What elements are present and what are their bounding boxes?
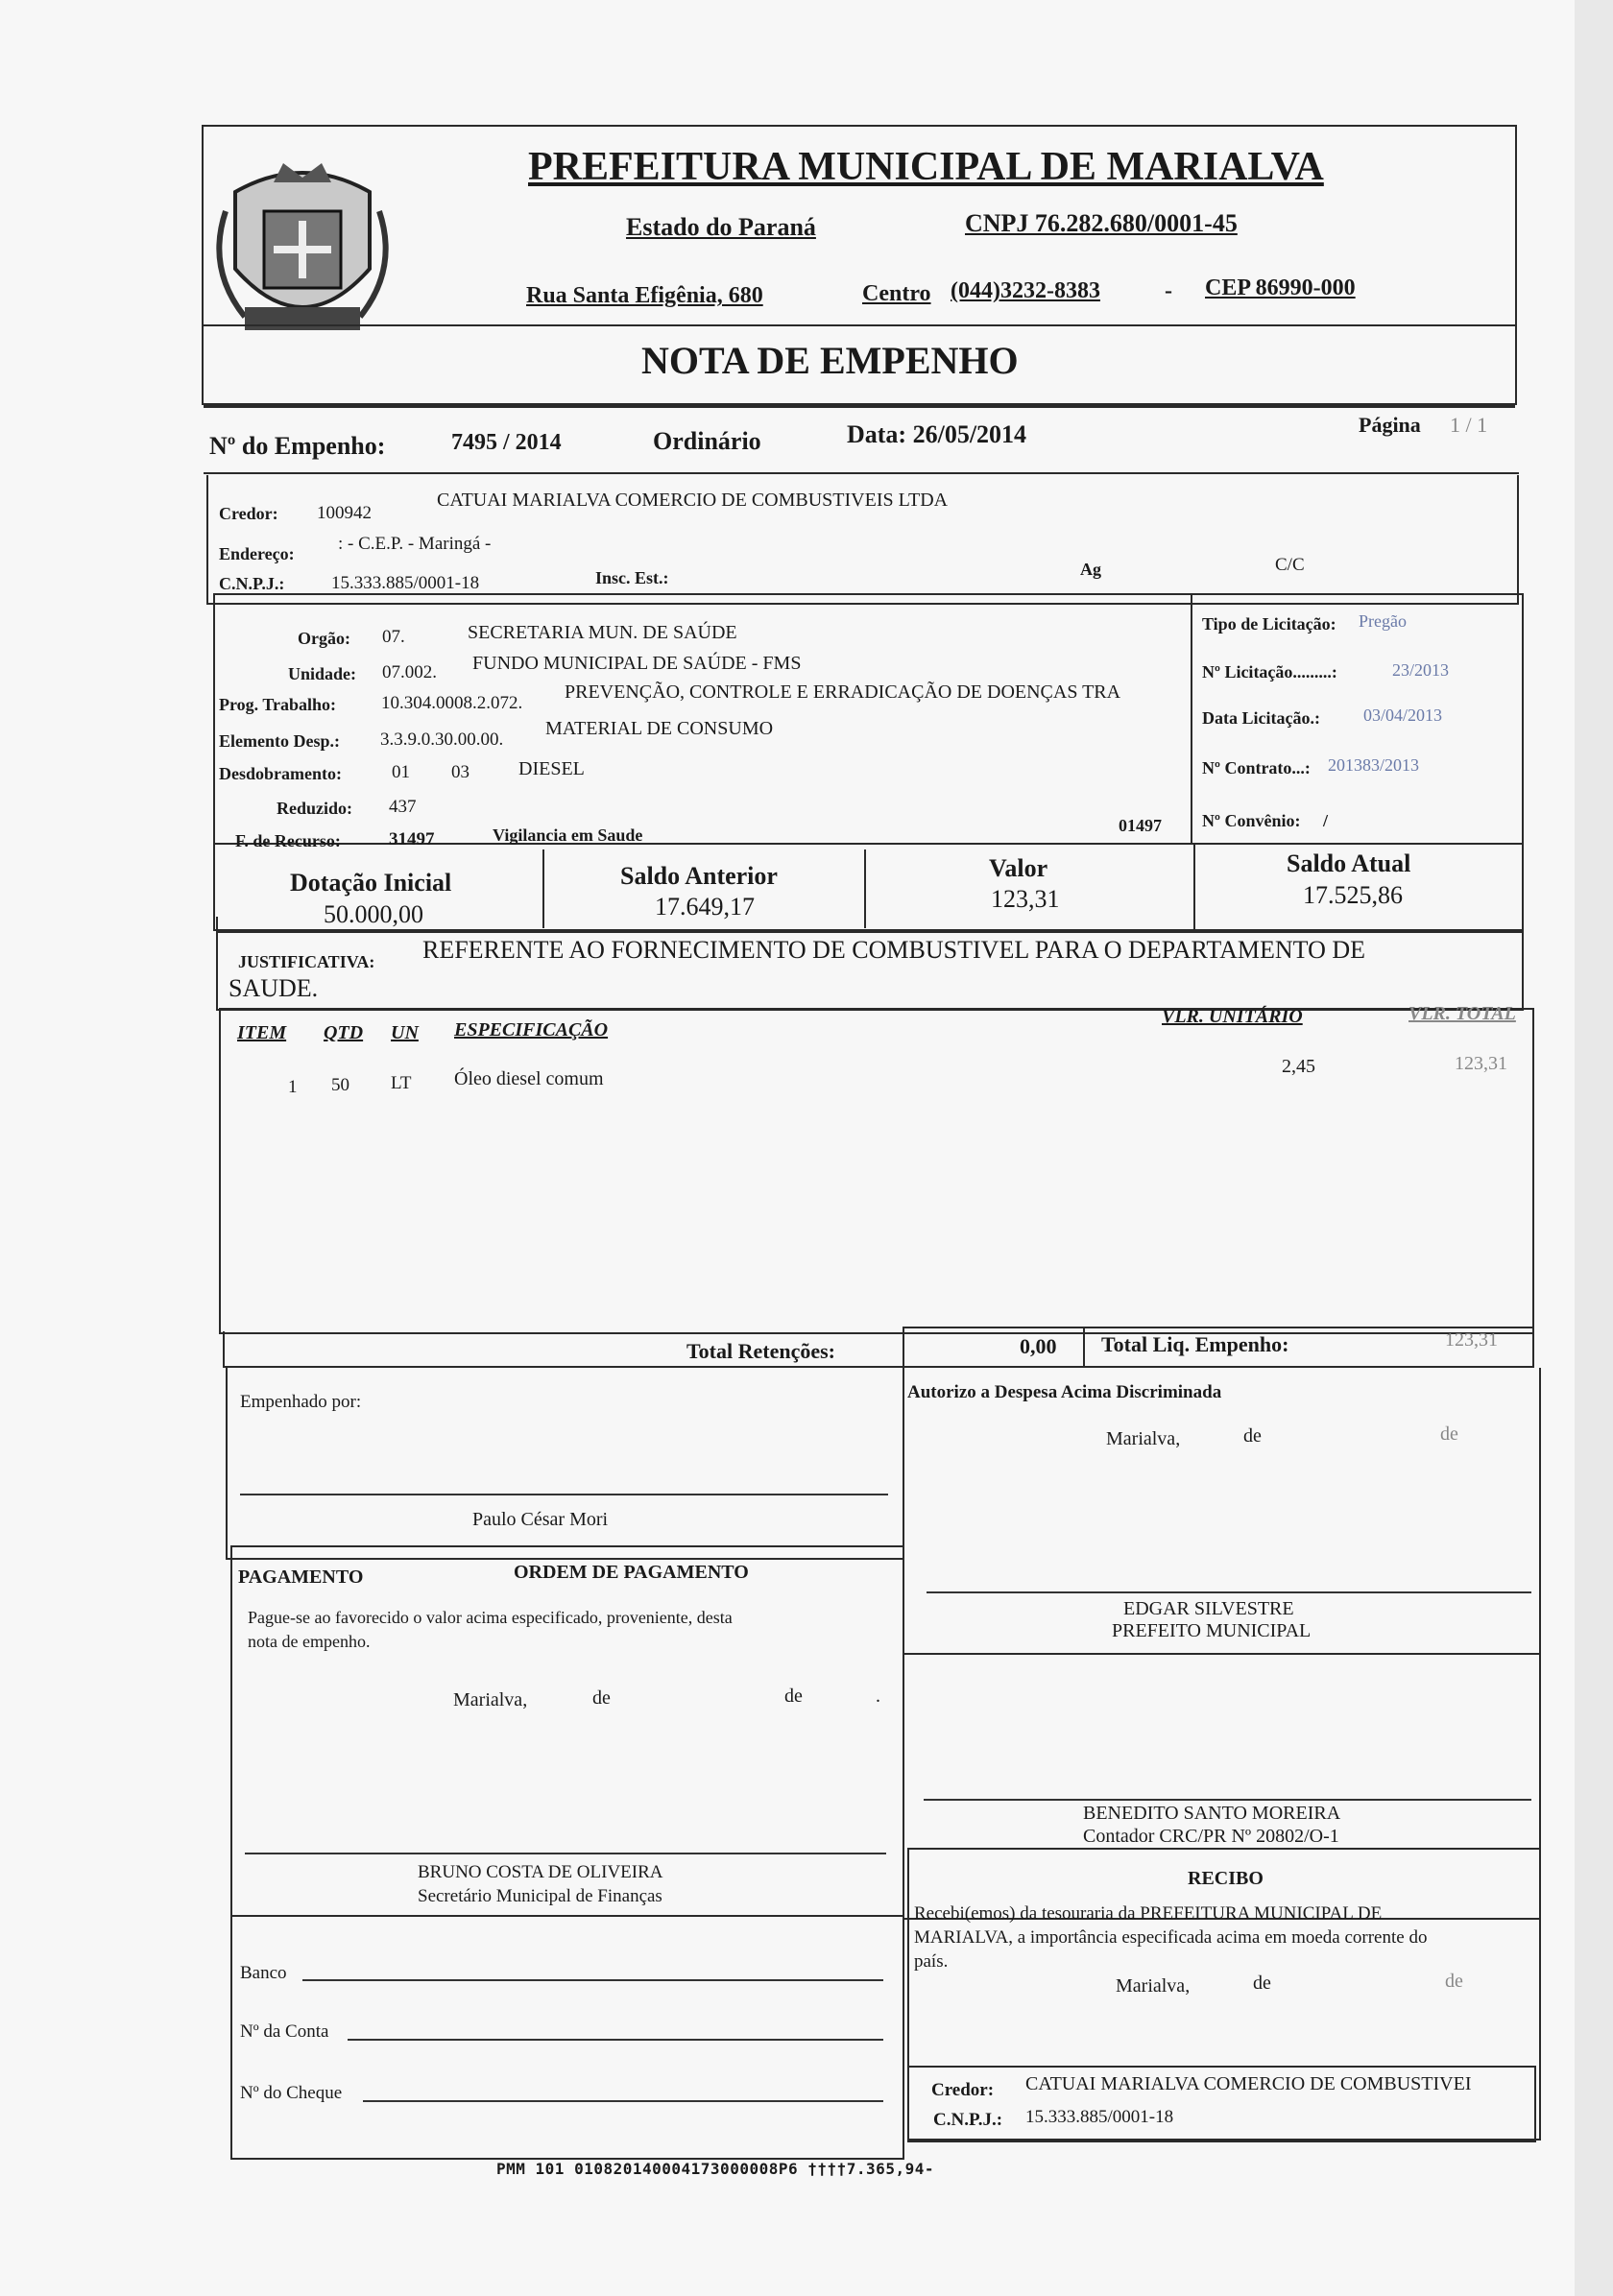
item-un: LT [391, 1073, 412, 1093]
justificativa-line1: REFERENTE AO FORNECIMENTO DE COMBUSTIVEL PARA O DEPARTAMENTO DE [422, 936, 1366, 964]
prefeito-nome: EDGAR SILVESTRE [1123, 1598, 1294, 1619]
col-total-header: VLR. TOTAL [1408, 1003, 1516, 1024]
col-item-header: ITEM [237, 1022, 287, 1043]
recibo-credor-label: Credor: [931, 2080, 995, 2100]
prog: PREVENÇÃO, CONTROLE E ERRADICAÇÃO DE DOENÇAS TRA [565, 682, 1121, 703]
item-qtd: 50 [331, 1075, 349, 1095]
cheque-line [363, 2100, 883, 2102]
item-total: 123,31 [1455, 1053, 1507, 1074]
saldo-inicial: 50.000,00 [324, 900, 423, 928]
recurso-cod: 31497 [389, 829, 435, 849]
recurso-label: F. de Recurso: [235, 831, 341, 850]
retencoes-label: Total Retenções: [686, 1339, 835, 1363]
conta-line [348, 2039, 883, 2041]
banco-label: Banco [240, 1963, 287, 1983]
header-title: PREFEITURA MUNICIPAL DE MARIALVA [528, 145, 1324, 189]
item-unit: 2,45 [1282, 1056, 1315, 1077]
pagamento-de-1: de [592, 1687, 611, 1709]
licitacao-contrato: 201383/2013 [1328, 755, 1420, 775]
contador-sign-line [924, 1799, 1531, 1801]
item-num: 1 [288, 1077, 298, 1097]
col-un-header: UN [391, 1022, 419, 1043]
item-esp: Óleo diesel comum [454, 1068, 604, 1089]
liquido: 123,31 [1445, 1329, 1498, 1351]
empenhado-nome: Paulo César Mori [472, 1509, 609, 1530]
empenho-numero-label: Nº do Empenho: [209, 432, 386, 460]
contador-cargo: Contador CRC/PR Nº 20802/O-1 [1083, 1826, 1339, 1847]
desd-1: 01 [392, 762, 410, 782]
prefeito-cargo: PREFEITO MUNICIPAL [1112, 1620, 1312, 1641]
credor-cnpj: 15.333.885/0001-18 [331, 573, 480, 593]
autorizo-local: Marialva, [1106, 1428, 1181, 1449]
unidade: FUNDO MUNICIPAL DE SAÚDE - FMS [472, 653, 802, 674]
credor-label: Credor: [219, 504, 278, 523]
totais-split-2 [1083, 1327, 1085, 1367]
saldo-atual-label: Saldo Atual [1287, 849, 1411, 877]
col-qtd-header: QTD [324, 1022, 364, 1043]
recurso: Vigilancia em Saude [493, 825, 643, 845]
scan-edge [1575, 0, 1613, 2296]
empenhado-sign-line [240, 1494, 888, 1495]
retencoes: 0,00 [1020, 1334, 1057, 1358]
itens-box [219, 1008, 1534, 1334]
title-divider [204, 403, 1515, 408]
banco-line [302, 1979, 883, 1981]
orgao-label: Orgão: [298, 629, 350, 648]
credor-ag-label: Ag [1080, 560, 1101, 579]
doc-title: NOTA DE EMPENHO [641, 339, 1019, 382]
empenhado-label: Empenhado por: [240, 1392, 362, 1412]
empenho-divider [204, 472, 1519, 474]
recibo-title: RECIBO [1188, 1868, 1264, 1889]
credor-cc-label: C/C [1275, 555, 1305, 575]
saldo-inicial-label: Dotação Inicial [290, 869, 452, 897]
recibo-credor: CATUAI MARIALVA COMERCIO DE COMBUSTIVEI [1025, 2073, 1472, 2094]
recibo-de-2: de [1445, 1971, 1463, 1992]
valor: 123,31 [991, 885, 1060, 913]
prefeito-sign-line [927, 1591, 1531, 1593]
licitacao-convenio: / [1323, 811, 1329, 830]
licitacao-contrato-label: Nº Contrato...: [1202, 758, 1311, 777]
desd-2: 03 [451, 762, 469, 782]
elemento-cod: 3.3.9.0.30.00.00. [380, 729, 504, 750]
header-cnpj: CNPJ 76.282.680/0001-45 [965, 209, 1238, 237]
licitacao-tipo: Pregão [1359, 611, 1407, 631]
autorizo-de-2: de [1440, 1423, 1458, 1445]
desdobramento-label: Desdobramento: [219, 764, 342, 783]
col-unit-header: VLR. UNITÁRIO [1162, 1006, 1303, 1027]
saldo-atual: 17.525,86 [1303, 881, 1403, 909]
justificativa-label: JUSTIFICATIVA: [238, 952, 375, 971]
footer-codigo: PMM 101 010820140004173000008P6 ††††7.365,94- [496, 2160, 934, 2178]
orgao-cod: 07. [382, 627, 405, 647]
licitacao-num: 23/2013 [1392, 660, 1450, 680]
recibo-line-2: MARIALVA, a importância especificada acima em moeda corrente do [914, 1927, 1428, 1948]
empenho-pagina: 1 / 1 [1450, 413, 1488, 437]
justificativa-line2: SAUDE. [229, 974, 319, 1002]
saldo-anterior: 17.649,17 [655, 893, 755, 921]
orgao: SECRETARIA MUN. DE SAÚDE [468, 622, 737, 643]
recibo-line-3: país. [914, 1951, 949, 1972]
header-cep: CEP 86990-000 [1205, 275, 1356, 300]
totais-top [903, 1327, 1534, 1328]
recibo-de-1: de [1253, 1973, 1271, 1994]
pagamento-texto-1: Pague-se ao favorecido o valor acima especificado, proveniente, desta [248, 1608, 733, 1627]
empenho-numero: 7495 / 2014 [451, 430, 562, 455]
header-estado: Estado do Paraná [626, 213, 816, 241]
header-centro: Centro [862, 281, 931, 306]
pagamento-de-2: de [784, 1686, 803, 1707]
credor-codigo: 100942 [317, 503, 372, 523]
licitacao-data-label: Data Licitação.: [1202, 708, 1320, 728]
pagamento-texto-2: nota de empenho. [248, 1632, 371, 1651]
recibo-local: Marialva, [1116, 1975, 1191, 1997]
totais-box [223, 1331, 1534, 1368]
prefeito-section-divider [904, 1653, 1541, 1655]
elemento: MATERIAL DE CONSUMO [545, 718, 774, 739]
header-divider [204, 324, 1515, 326]
empenho-tipo: Ordinário [653, 427, 761, 455]
saldo-anterior-label: Saldo Anterior [620, 862, 778, 890]
unidade-label: Unidade: [288, 664, 357, 683]
credor-cnpj-label: C.N.P.J.: [219, 574, 285, 593]
empenho-data: Data: 26/05/2014 [847, 420, 1027, 448]
pagamento-label: PAGAMENTO [238, 1567, 364, 1588]
header-endereco: Rua Santa Efigênia, 680 [526, 283, 763, 308]
licitacao-tipo-label: Tipo de Licitação: [1202, 614, 1336, 634]
credor-nome: CATUAI MARIALVA COMERCIO DE COMBUSTIVEIS LTDA [437, 490, 949, 511]
credor-insc-label: Insc. Est.: [595, 568, 669, 587]
unidade-cod: 07.002. [382, 662, 437, 682]
credor-endereco: : - C.E.P. - Maringá - [338, 534, 492, 554]
autorizo-de-1: de [1243, 1425, 1262, 1447]
pagamento-dot: . [876, 1686, 880, 1707]
recurso-num: 01497 [1119, 816, 1162, 835]
autorizo-text: Autorizo a Despesa Acima Discriminada [907, 1382, 1222, 1402]
reduzido: 437 [389, 797, 417, 817]
ordem-label: ORDEM DE PAGAMENTO [514, 1562, 749, 1583]
empenho-pagina-label: Página [1359, 413, 1421, 437]
pagamento-divider [232, 1915, 904, 1917]
secretario-cargo: Secretário Municipal de Finanças [418, 1886, 662, 1906]
totais-split-1 [903, 1327, 904, 1367]
justificativa-top [216, 931, 1524, 933]
header-telefone: (044)3232-8383 [951, 278, 1100, 303]
contador-nome: BENEDITO SANTO MOREIRA [1083, 1803, 1341, 1824]
elemento-label: Elemento Desp.: [219, 731, 340, 751]
liquido-label: Total Liq. Empenho: [1101, 1332, 1289, 1356]
licitacao-num-label: Nº Licitação.........: [1202, 662, 1337, 682]
header-sep: - [1165, 278, 1172, 303]
credor-endereco-label: Endereço: [219, 544, 295, 563]
col-esp-header: ESPECIFICAÇÃO [454, 1019, 609, 1040]
desd: DIESEL [518, 758, 585, 779]
conta-label: Nº da Conta [240, 2021, 329, 2042]
cheque-label: Nº do Cheque [240, 2083, 343, 2103]
recibo-cnpj-label: C.N.P.J.: [933, 2110, 1003, 2130]
secretario-sign-line [245, 1853, 886, 1854]
secretario-nome: BRUNO COSTA DE OLIVEIRA [418, 1862, 663, 1882]
recibo-cnpj: 15.333.885/0001-18 [1025, 2107, 1174, 2127]
pagamento-local: Marialva, [453, 1689, 528, 1710]
dotacao-split [1191, 595, 1192, 843]
prog-label: Prog. Trabalho: [219, 695, 337, 714]
licitacao-data: 03/04/2013 [1363, 706, 1443, 725]
prog-cod: 10.304.0008.2.072. [381, 693, 523, 713]
valor-label: Valor [989, 854, 1048, 882]
reduzido-label: Reduzido: [277, 799, 353, 818]
licitacao-convenio-label: Nº Convênio: [1202, 811, 1301, 830]
recibo-line-1: Recebi(emos) da tesouraria da PREFEITURA MUNICIPAL DE [914, 1903, 1383, 1924]
